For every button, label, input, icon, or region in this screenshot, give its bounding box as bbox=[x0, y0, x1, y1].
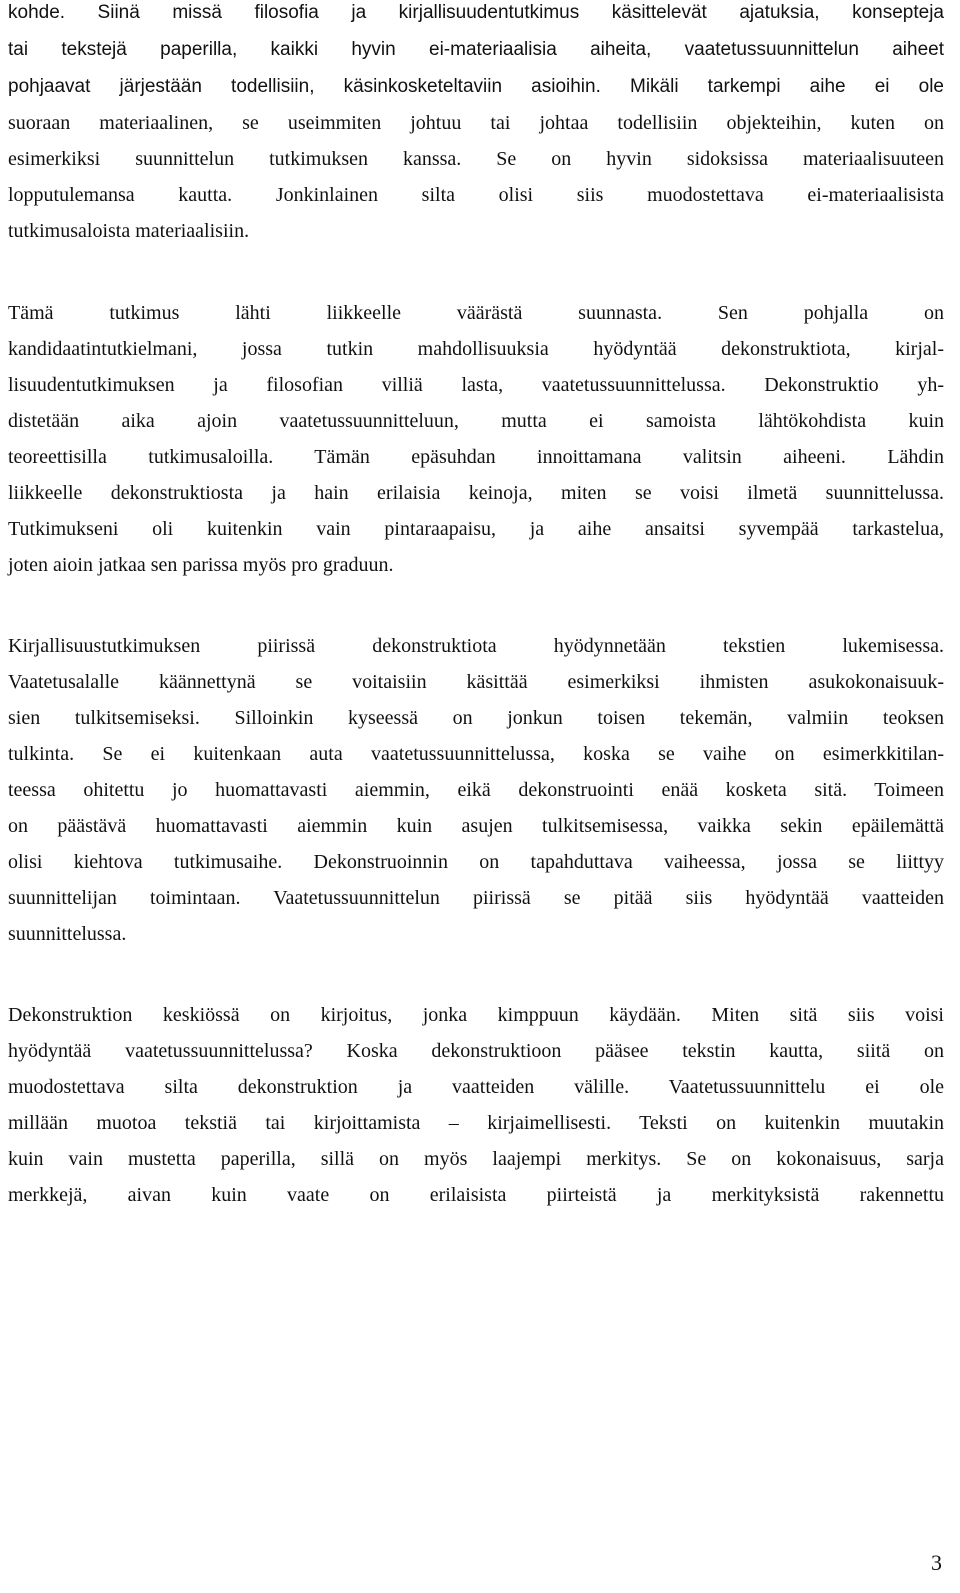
text-line: distetään aika ajoin vaatetussuunnitteluun, mutta ei samoista lähtökohdista kuin bbox=[8, 410, 944, 432]
text-line: muodostettava silta dekonstruktion ja vaatteiden välille. Vaatetussuunnittelu ei ole bbox=[8, 1076, 944, 1098]
text-line: Dekonstruktion keskiössä on kirjoitus, jonka kimppuun käydään. Miten sitä siis voisi bbox=[8, 1004, 944, 1026]
text-line: kohde. Siinä missä filosofia ja kirjallisuudentutkimus käsittelevät ajatuksia, konsepteja bbox=[8, 2, 944, 23]
text-line: lopputulemansa kautta. Jonkinlainen silta olisi siis muodostettava ei-materiaalisista bbox=[8, 184, 944, 206]
text-line: esimerkiksi suunnittelun tutkimuksen kanssa. Se on hyvin sidoksissa materiaalisuuteen bbox=[8, 148, 944, 170]
text-line: millään muotoa tekstiä tai kirjoittamista – kirjaimellisesti. Teksti on kuitenkin muutakin bbox=[8, 1112, 944, 1134]
text-line: Tämä tutkimus lähti liikkeelle väärästä suunnasta. Sen pohjalla on bbox=[8, 302, 944, 324]
text-line: tulkinta. Se ei kuitenkaan auta vaatetussuunnittelussa, koska se vaihe on esimerkkitilan- bbox=[8, 743, 944, 765]
text-line: pohjaavat järjestään todellisiin, käsinkosketeltaviin asioihin. Mikäli tarkempi aihe ei ole bbox=[8, 76, 944, 97]
text-line: teessa ohitettu jo huomattavasti aiemmin, eikä dekonstruointi enää kosketa sitä. Toimeen bbox=[8, 779, 944, 801]
text-line: Vaatetusalalle käännettynä se voitaisiin käsittää esimerkiksi ihmisten asukokonaisuuk- bbox=[8, 671, 944, 693]
text-line: kandidaatintutkielmani, jossa tutkin mahdollisuuksia hyödyntää dekonstruktiota, kirjal- bbox=[8, 338, 944, 360]
text-line: tutkimusaloista materiaalisiin. bbox=[8, 220, 250, 242]
text-line: Tutkimukseni oli kuitenkin vain pintaraapaisu, ja aihe ansaitsi syvempää tarkastelua, bbox=[8, 518, 944, 540]
text-line: on päästävä huomattavasti aiemmin kuin asujen tulkitsemisessa, vaikka sekin epäilemättä bbox=[8, 815, 944, 837]
text-line: joten aioin jatkaa sen parissa myös pro graduun. bbox=[8, 554, 394, 576]
text-line: olisi kiehtova tutkimusaihe. Dekonstruoinnin on tapahduttava vaiheessa, jossa se liittyy bbox=[8, 851, 944, 873]
text-line: merkkejä, aivan kuin vaate on erilaisista piirteistä ja merkityksistä rakennettu bbox=[8, 1184, 944, 1206]
text-line: liikkeelle dekonstruktiosta ja hain erilaisia keinoja, miten se voisi ilmetä suunnittelussa. bbox=[8, 482, 944, 504]
text-line: suunnittelijan toimintaan. Vaatetussuunnittelun piirissä se pitää siis hyödyntää vaatteiden bbox=[8, 887, 944, 909]
text-line: suoraan materiaalinen, se useimmiten johtuu tai johtaa todellisiin objekteihin, kuten on bbox=[8, 112, 944, 134]
text-line: hyödyntää vaatetussuunnittelussa? Koska dekonstruktioon pääsee tekstin kautta, siitä on bbox=[8, 1040, 944, 1062]
text-line: suunnittelussa. bbox=[8, 923, 127, 945]
text-line: kuin vain mustetta paperilla, sillä on myös laajempi merkitys. Se on kokonaisuus, sarja bbox=[8, 1148, 944, 1170]
text-line: teoreettisilla tutkimusaloilla. Tämän epäsuhdan innoittamana valitsin aiheeni. Lähdin bbox=[8, 446, 944, 468]
text-line: tai tekstejä paperilla, kaikki hyvin ei-materiaalisia aiheita, vaatetussuunnittelun aiheet bbox=[8, 39, 944, 60]
text-line: Kirjallisuustutkimuksen piirissä dekonstruktiota hyödynnetään tekstien lukemisessa. bbox=[8, 635, 944, 657]
text-line: sien tulkitsemiseksi. Silloinkin kyseessä on jonkun toisen tekemän, valmiin teoksen bbox=[8, 707, 944, 729]
page-number: 3 bbox=[931, 1550, 942, 1575]
text-line: lisuudentutkimuksen ja filosofian villiä lasta, vaatetussuunnittelussa. Dekonstruktio yh- bbox=[8, 374, 944, 396]
